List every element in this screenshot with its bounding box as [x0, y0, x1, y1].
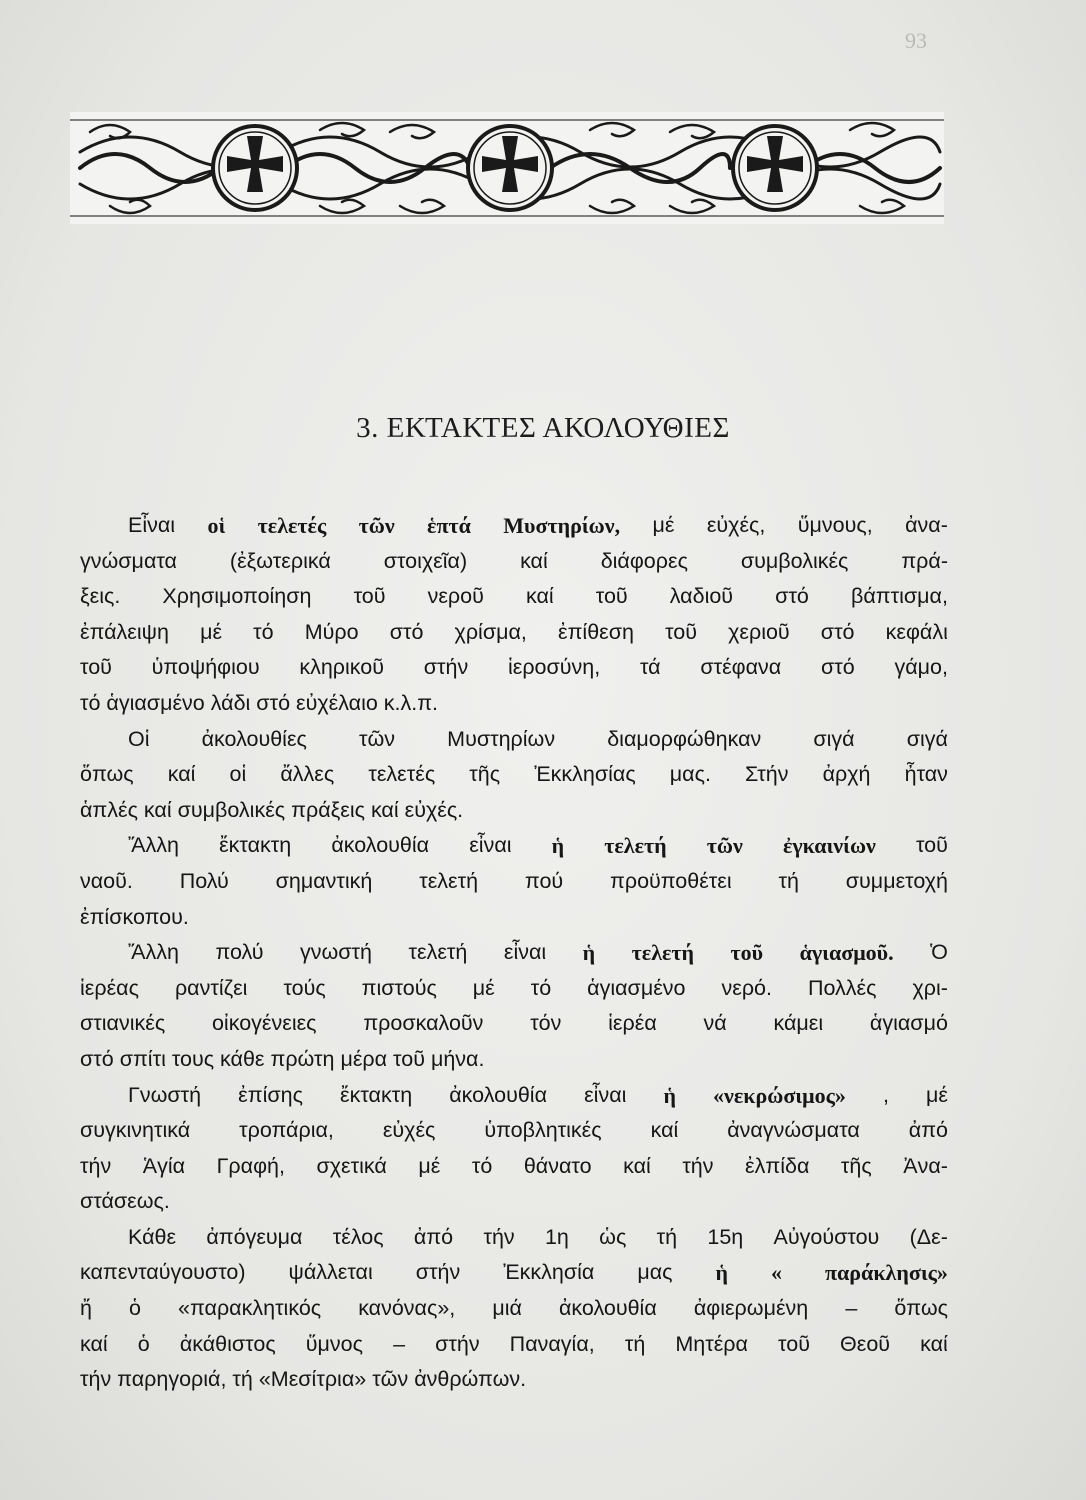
word: κάμει	[773, 1011, 824, 1036]
word: ἀκολουθίες	[201, 726, 307, 751]
word: τῆς	[469, 762, 501, 787]
word: στοιχεῖα)	[383, 548, 468, 573]
word: ὕμνος	[305, 1331, 363, 1356]
word: καί	[80, 1331, 108, 1356]
text-line	[80, 1327, 948, 1363]
word: καπενταύγουστο)	[80, 1260, 246, 1285]
word: Μύρο	[304, 619, 359, 644]
word: κεφάλι	[885, 619, 948, 644]
word: ἁγιασμό	[869, 1011, 948, 1036]
word: εἶναι	[584, 1082, 627, 1107]
text-line	[80, 1149, 948, 1185]
text-line	[80, 544, 948, 580]
word: σιγά	[813, 726, 855, 751]
word: κληρικοῦ	[299, 655, 385, 680]
word: καί	[525, 584, 554, 609]
text-segment: ἁπλές καί συμβολικές πράξεις καί εὐχές.	[80, 797, 464, 822]
word: οἰκογένειες	[211, 1011, 317, 1036]
word: τόν	[530, 1011, 562, 1036]
text-segment: στό σπίτι τους κάθε πρώτη μέρα τοῦ μήνα.	[80, 1046, 485, 1071]
word: Κάθε	[128, 1224, 177, 1249]
word: –	[845, 1296, 858, 1321]
word: ἐπίθεση	[558, 619, 634, 644]
word: στό	[820, 619, 855, 644]
word: μας	[637, 1260, 673, 1285]
text-line	[80, 508, 948, 544]
bold-word: ἡ	[715, 1260, 728, 1286]
word: ὅπως	[894, 1296, 948, 1321]
word: ἔκτακτη	[340, 1082, 413, 1107]
text-line	[80, 1220, 948, 1256]
word: ὑποψήφιου	[151, 655, 260, 680]
word: εὐχές,	[706, 513, 766, 537]
word: ἱερέα	[608, 1011, 657, 1036]
word: χεριοῦ	[728, 619, 790, 644]
word: στήν	[415, 1260, 461, 1285]
bold-word: «	[770, 1260, 782, 1286]
word: ἦταν	[904, 762, 948, 787]
text-segment: τό ἁγιασμένο λάδι στό εὐχέλαιο κ.λ.π.	[80, 690, 439, 715]
text-line	[80, 900, 948, 936]
word: διαμορφώθηκαν	[607, 726, 762, 751]
text-segment: στάσεως.	[80, 1189, 170, 1214]
word: στιανικές	[80, 1011, 166, 1036]
word: ψάλλεται	[288, 1260, 373, 1285]
word: τοῦ	[595, 584, 628, 609]
word: Ἄλλη	[128, 940, 179, 965]
section-heading: 3. ΕΚΤΑΚΤΕΣ ΑΚΟΛΟΥΘΙΕΣ	[356, 412, 730, 444]
word: συμμετοχή	[845, 868, 948, 893]
word: «παρακλητικός	[178, 1296, 322, 1321]
word: Μυστηρίων	[447, 726, 556, 751]
word: Ὁ	[930, 940, 948, 965]
word: σιγά	[906, 726, 948, 751]
word: θάνατο	[523, 1153, 592, 1178]
text-line	[80, 1006, 948, 1042]
word: καί	[920, 1331, 948, 1356]
text-line	[80, 1291, 948, 1327]
word: Στήν	[745, 762, 789, 787]
word: πρά-	[901, 548, 948, 573]
word: τοῦ	[353, 584, 386, 609]
word: τούς	[283, 975, 326, 1000]
word: σχετικά	[316, 1153, 387, 1178]
text-line	[80, 579, 948, 615]
word: Ἀνα-	[903, 1153, 948, 1178]
word: μας.	[669, 762, 711, 787]
word: γνωστή	[300, 940, 373, 965]
word: καί	[167, 762, 196, 787]
word: τέλος	[332, 1224, 384, 1249]
bold-word: ἐγκαινίων	[782, 833, 876, 859]
word: τελετές	[368, 762, 436, 787]
text-line	[80, 1042, 948, 1078]
bold-word: ἡ	[551, 833, 565, 859]
word: ἤ	[80, 1296, 92, 1321]
text-line	[80, 1078, 948, 1114]
word: τελετή	[408, 940, 468, 965]
word: στήν	[423, 655, 469, 680]
word: ἀπόγευμα	[206, 1224, 303, 1249]
word: ὕμνους,	[797, 513, 873, 537]
word: συγκινητικά	[80, 1118, 191, 1143]
word: ὁ	[137, 1331, 150, 1356]
word: τήν	[80, 1153, 112, 1178]
word: κανόνας»,	[358, 1296, 456, 1321]
word: πολύ	[215, 940, 264, 965]
word: Πολύ	[179, 868, 229, 893]
word: μέ	[926, 1082, 948, 1107]
word: γνώσματα	[80, 548, 177, 573]
word: τή	[656, 1224, 678, 1249]
word: στήν	[435, 1331, 480, 1356]
word: καί	[623, 1153, 651, 1178]
word: Ἄλλη	[128, 833, 179, 858]
word: ἱερέας	[80, 975, 139, 1000]
word: ξεις.	[80, 584, 121, 609]
word: (Δε-	[909, 1224, 948, 1249]
word: Γραφή,	[216, 1153, 285, 1178]
page-number: 93	[905, 28, 927, 53]
word: τό	[471, 1153, 493, 1178]
word: Αὐγούστου	[773, 1224, 880, 1249]
word: τροπάρια,	[239, 1118, 334, 1143]
word: Οἱ	[128, 726, 150, 751]
word: ἱεροσύνη,	[507, 655, 601, 680]
word: ἀκολουθία	[449, 1082, 548, 1107]
bold-word: τελετές	[257, 513, 327, 538]
byzantine-cross-band-icon	[70, 112, 944, 224]
word: πιστούς	[361, 975, 437, 1000]
word: ἀκάθιστος	[179, 1331, 276, 1356]
word: τήν	[483, 1224, 515, 1249]
text-line	[80, 935, 948, 971]
body-text	[80, 508, 948, 1398]
word: Θεοῦ	[840, 1331, 891, 1356]
word: ἐλπίδα	[745, 1153, 810, 1178]
word: τοῦ	[665, 619, 697, 644]
word: συμβολικές	[740, 548, 849, 573]
word: μιά	[492, 1296, 522, 1321]
word: τῶν	[359, 726, 396, 751]
word: Ἐκκλησίας	[534, 762, 636, 787]
word: ἐπίσης	[238, 1082, 303, 1107]
word: Ἐκκλησία	[503, 1260, 595, 1285]
word: προσκαλοῦν	[363, 1011, 484, 1036]
word: σημαντική	[275, 868, 373, 893]
bold-word: ἡ	[663, 1082, 676, 1108]
word: χρίσμα,	[454, 619, 527, 644]
word: Ἁγία	[142, 1153, 186, 1178]
text-line	[80, 1255, 948, 1291]
word: γάμο,	[894, 655, 948, 680]
text-line	[80, 1362, 948, 1398]
word: εὐχές	[382, 1118, 436, 1143]
word: ἀρχή	[822, 762, 871, 787]
word: οἱ	[229, 762, 247, 787]
word: ἀκολουθία	[331, 833, 430, 858]
word: τοῦ	[915, 833, 948, 858]
text-line	[80, 686, 948, 722]
word: μέ	[418, 1153, 441, 1178]
word: τή	[624, 1331, 646, 1356]
text-line	[80, 757, 948, 793]
bold-word: τελετή	[631, 940, 695, 966]
bold-word: ἡ	[582, 940, 596, 966]
word: ἔκτακτη	[219, 833, 292, 858]
bold-word: τοῦ	[730, 940, 764, 966]
word: ἀφιερωμένη	[693, 1296, 809, 1321]
bold-word: οἱ	[207, 513, 226, 538]
word: ἀπό	[413, 1224, 454, 1249]
text-line	[80, 864, 948, 900]
word: ἀναγνώσματα	[727, 1118, 860, 1143]
word: Χρησιμοποίηση	[162, 584, 312, 609]
word: ἐπάλειψη	[80, 619, 169, 644]
word: καί	[650, 1118, 679, 1143]
text-line	[80, 722, 948, 758]
bold-word: τῶν	[358, 513, 395, 538]
word: ναοῦ.	[80, 868, 133, 893]
text-line	[80, 971, 948, 1007]
word: στό	[775, 584, 809, 609]
word: εἶναι	[503, 940, 547, 965]
word: τήν	[682, 1153, 714, 1178]
text-line	[80, 828, 948, 864]
word: πού	[524, 868, 564, 893]
word: Γνωστή	[128, 1082, 202, 1107]
word: τό	[530, 975, 552, 1000]
word: καί	[520, 548, 548, 573]
word: βάπτισμα,	[851, 584, 948, 609]
word: 1η	[544, 1224, 569, 1249]
word: ,	[882, 1082, 889, 1107]
word: τοῦ	[778, 1331, 810, 1356]
word: εἶναι	[469, 833, 512, 858]
word: ἀκολουθία	[559, 1296, 657, 1321]
text-line	[80, 793, 948, 829]
word: νά	[703, 1011, 727, 1036]
word: χρι-	[912, 975, 948, 1000]
word: Μητέρα	[675, 1331, 748, 1356]
text-segment: τήν παρηγοριά, τή «Μεσίτρια» τῶν ἀνθρώπων.	[80, 1367, 527, 1392]
word: νεροῦ	[427, 584, 484, 609]
bold-word: Μυστηρίων,	[503, 513, 621, 538]
word: τό	[253, 619, 274, 644]
bold-word: ἁγιασμοῦ.	[799, 940, 894, 966]
word: νερό.	[721, 975, 772, 1000]
text-line	[80, 615, 948, 651]
word: Εἶναι	[128, 513, 176, 537]
bold-word: τῶν	[706, 833, 743, 859]
word: τοῦ	[80, 655, 112, 680]
word: διάφορες	[600, 548, 688, 573]
text-line	[80, 1184, 948, 1220]
word: στό	[820, 655, 855, 680]
word: τελετή	[419, 868, 479, 893]
word: τή	[778, 868, 799, 893]
word: μέ	[652, 513, 675, 537]
word: ὁ	[129, 1296, 141, 1321]
text-line	[80, 1113, 948, 1149]
word: Πολλές	[807, 975, 877, 1000]
word: στέφανα	[700, 655, 782, 680]
bold-word: ἑπτά	[427, 513, 471, 538]
bold-word: «νεκρώσιμος»	[713, 1082, 846, 1108]
word: ραντίζει	[174, 975, 248, 1000]
word: 15η	[707, 1224, 744, 1249]
word: ὡς	[599, 1224, 627, 1249]
word: ὑποβλητικές	[484, 1118, 602, 1143]
word: ὅπως	[80, 762, 134, 787]
bold-word: τελετή	[604, 833, 667, 859]
text-line	[80, 650, 948, 686]
word: Παναγία,	[509, 1331, 595, 1356]
word: τά	[639, 655, 661, 680]
word: τῆς	[840, 1153, 872, 1178]
word: ἀνα-	[905, 513, 948, 537]
bold-word: παράκλησις»	[824, 1260, 948, 1286]
word: μέ	[200, 619, 223, 644]
text-segment: ἐπίσκοπου.	[80, 904, 189, 929]
word: ἀπό	[908, 1118, 948, 1143]
word: ἄλλες	[280, 762, 335, 787]
word: προϋποθέτει	[610, 868, 732, 893]
word: λαδιοῦ	[669, 584, 734, 609]
word: (ἐξωτερικά	[229, 548, 331, 573]
word: ἁγιασμένο	[587, 975, 686, 1000]
word: –	[393, 1331, 406, 1356]
word: στό	[389, 619, 424, 644]
word: μέ	[472, 975, 495, 1000]
